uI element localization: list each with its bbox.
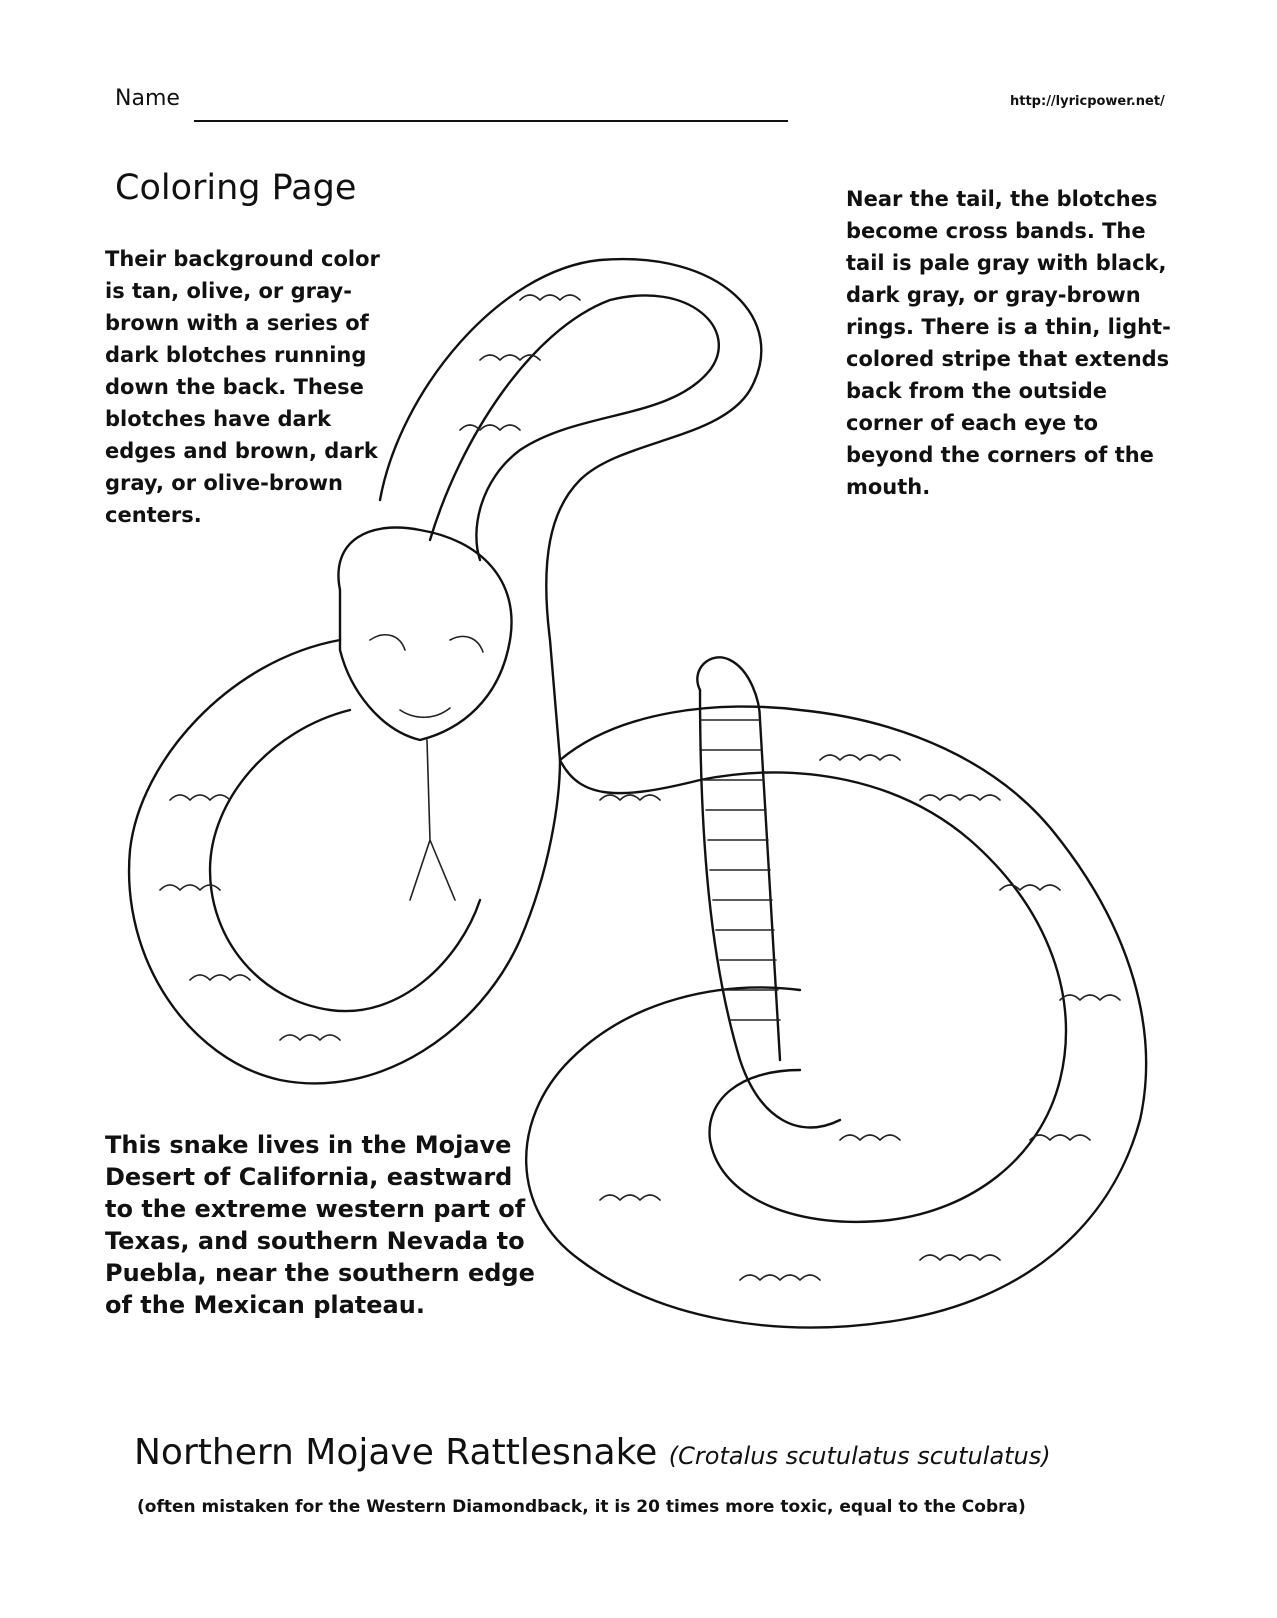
common-name: Northern Mojave Rattlesnake	[134, 1432, 658, 1473]
page-title: Coloring Page	[115, 168, 357, 208]
tail-description-paragraph: Near the tail, the blotches become cross bands. The tail is pale gray with black, dark gray, or gray-brown rings. There is a thin, light-colored stripe that extends back from the outside corner of each eye to beyond the corners of the mouth.	[846, 187, 1171, 499]
name-label: Name	[115, 86, 180, 111]
habitat-paragraph: This snake lives in the Mojave Desert of California, eastward to the extreme western part of Texas, and southern Nevada to Puebla, near the southern edge of the Mexican plateau.	[105, 1131, 535, 1319]
background-color-paragraph: Their background color is tan, olive, or gray-brown with a series of dark blotches running down the back. These blotches have dark edges and brown, dark gray, or olive-brown centers.	[105, 247, 380, 527]
toxicity-note: (often mistaken for the Western Diamondback, it is 20 times more toxic, equal to the Cobra)	[137, 1497, 1026, 1517]
source-url: http://lyricpower.net/	[1010, 94, 1165, 109]
name-fill-line[interactable]	[194, 120, 788, 122]
scientific-name: (Crotalus scutulatus scutulatus)	[668, 1442, 1051, 1470]
species-title	[134, 1432, 1051, 1473]
